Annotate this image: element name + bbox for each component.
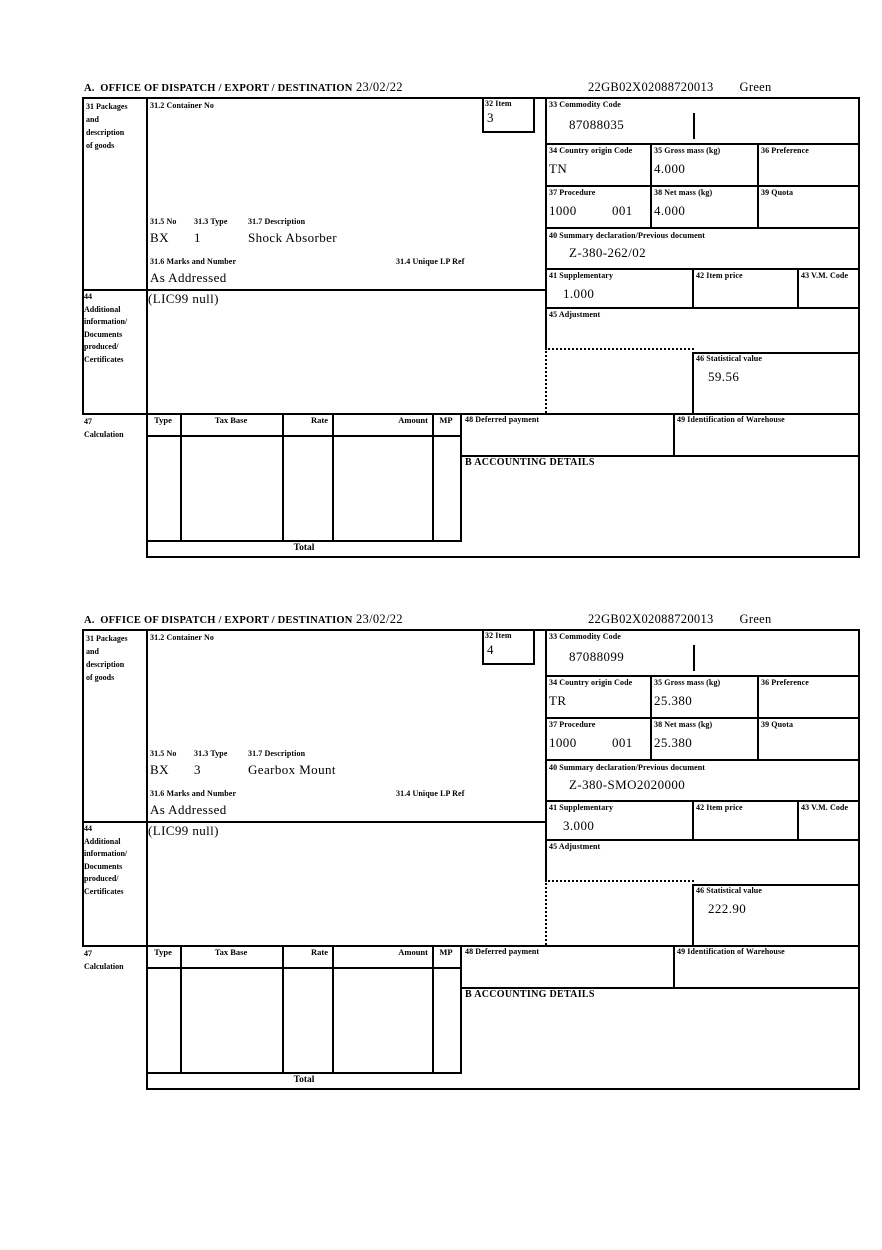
rule: [82, 629, 860, 631]
statistical-value: 59.56: [708, 369, 740, 384]
total-label: Total: [293, 1075, 315, 1085]
box-40-label: 40 Summary declaration/Previous document: [549, 763, 706, 772]
calc-header-rate: Rate: [311, 947, 328, 957]
rule: [146, 967, 462, 969]
package-type-value: 3: [194, 762, 201, 777]
rule: [82, 97, 84, 415]
supplementary-value: 1.000: [563, 286, 595, 301]
calc-header-amount: Amount: [398, 947, 428, 957]
previous-document-value: Z-380-SMO2020000: [569, 777, 686, 792]
rule: [650, 143, 652, 227]
calc-header-tax-base: Tax Base: [214, 947, 248, 957]
commodity-code-tick: [693, 645, 695, 671]
rule: [797, 800, 799, 841]
calc-header-tax-base: Tax Base: [214, 415, 248, 425]
commodity-code-value: 87088035: [569, 117, 625, 132]
previous-document-value: Z-380-262/02: [569, 245, 647, 260]
box-31-label: 31 Packages and description of goods: [86, 102, 128, 150]
rule: [545, 185, 860, 187]
rule: [545, 97, 547, 348]
box-48-label: 48 Deferred payment: [465, 415, 540, 424]
rule: [82, 97, 860, 99]
marks-value: As Addressed: [150, 802, 227, 817]
goods-description-value: Gearbox Mount: [248, 762, 336, 777]
box-47-label: 47 Calculation: [84, 949, 124, 971]
marks-value: As Addressed: [150, 270, 227, 285]
movement-reference: [588, 612, 772, 627]
routing-status: Green: [739, 612, 772, 626]
rule: [545, 227, 860, 229]
box-32-label: 32 Item: [485, 631, 512, 640]
box-38-label: 38 Net mass (kg): [654, 720, 713, 729]
rule: [432, 945, 434, 1074]
office-of-dispatch-heading: A. OFFICE OF DISPATCH / EXPORT / DESTINATION: [84, 83, 353, 94]
box-31-7-label: 31.7 Description: [248, 217, 306, 226]
declaration-date: 23/02/22: [356, 80, 403, 94]
rule: [545, 800, 860, 802]
dotted-rule: [545, 880, 547, 945]
box-46-label: 46 Statistical value: [696, 354, 762, 363]
rule: [146, 435, 462, 437]
rule: [545, 675, 860, 677]
box-31-7-label: 31.7 Description: [248, 749, 306, 758]
dotted-rule: [545, 348, 547, 413]
rule: [545, 629, 547, 880]
box-41-label: 41 Supplementary: [549, 271, 614, 280]
movement-reference: [588, 80, 772, 95]
box-34-label: 34 Country origin Code: [549, 678, 633, 687]
rule: [460, 413, 462, 542]
rule: [858, 97, 860, 558]
rule: [146, 540, 462, 542]
rule: [282, 413, 284, 542]
net-mass-value: 4.000: [654, 203, 686, 218]
rule: [650, 675, 652, 759]
dotted-rule: [545, 348, 694, 350]
box-35-label: 35 Gross mass (kg): [654, 678, 721, 687]
box-31-3-label: 31.3 Type: [194, 749, 228, 758]
net-mass-value: 25.380: [654, 735, 693, 750]
package-type-value: 1: [194, 230, 201, 245]
rule: [673, 413, 675, 457]
box-44-label: 44 Additional information/ Documents produced/ Certificates: [84, 292, 128, 364]
box-31-3-label: 31.3 Type: [194, 217, 228, 226]
rule: [545, 759, 860, 761]
box-33-label: 33 Commodity Code: [549, 632, 621, 641]
rule: [432, 413, 434, 542]
rule: [146, 556, 860, 558]
box-31-4-label: 31.4 Unique LP Ref: [396, 789, 465, 798]
rule: [146, 1088, 860, 1090]
rule: [692, 800, 694, 841]
office-of-dispatch-heading: A. OFFICE OF DISPATCH / EXPORT / DESTINATION: [84, 615, 353, 626]
declaration-item-2: [82, 611, 861, 1092]
box-31-6-label: 31.6 Marks and Number: [150, 789, 237, 798]
calc-header-type: Type: [154, 947, 172, 957]
box-37-label: 37 Procedure: [549, 720, 596, 729]
box-33-label: 33 Commodity Code: [549, 100, 621, 109]
declaration-item-1: [82, 79, 861, 560]
additional-info-value: (LIC99 null): [148, 291, 219, 306]
form-grid: [82, 97, 860, 558]
statistical-value: 222.90: [708, 901, 747, 916]
total-label: Total: [293, 543, 315, 553]
box-31-5-label: 31.5 No: [150, 749, 177, 758]
rule: [692, 268, 694, 309]
rule: [545, 717, 860, 719]
dotted-rule: [545, 880, 694, 882]
rule: [545, 839, 860, 841]
procedure-value: 1000: [549, 735, 577, 750]
accounting-details-heading: B ACCOUNTING DETAILS: [465, 989, 595, 1000]
commodity-code-value: 87088099: [569, 649, 625, 664]
origin-code-value: TN: [549, 161, 568, 176]
box-47-label: 47 Calculation: [84, 417, 124, 439]
rule: [858, 629, 860, 1090]
box-31-label: 31 Packages and description of goods: [86, 634, 128, 682]
procedure-ext-value: 001: [612, 203, 633, 218]
rule: [146, 629, 148, 1090]
box-31-5-label: 31.5 No: [150, 217, 177, 226]
origin-code-value: TR: [549, 693, 567, 708]
box-31-6-label: 31.6 Marks and Number: [150, 257, 237, 266]
box-36-label: 36 Preference: [761, 146, 809, 155]
box-34-label: 34 Country origin Code: [549, 146, 633, 155]
rule: [545, 307, 860, 309]
gross-mass-value: 4.000: [654, 161, 686, 176]
package-count-value: BX: [150, 230, 169, 245]
accounting-details-heading: B ACCOUNTING DETAILS: [465, 457, 595, 468]
calc-header-mp: MP: [439, 947, 453, 957]
box-48-label: 48 Deferred payment: [465, 947, 540, 956]
rule: [146, 97, 148, 558]
rule: [757, 675, 759, 759]
box-39-label: 39 Quota: [761, 720, 794, 729]
box-41-label: 41 Supplementary: [549, 803, 614, 812]
procedure-value: 1000: [549, 203, 577, 218]
package-count-value: BX: [150, 762, 169, 777]
box-39-label: 39 Quota: [761, 188, 794, 197]
rule: [757, 143, 759, 227]
goods-description-value: Shock Absorber: [248, 230, 338, 245]
movement-reference-number: 22GB02X02088720013: [588, 612, 714, 626]
rule: [146, 1072, 462, 1074]
rule: [460, 945, 462, 1074]
routing-status: Green: [739, 80, 772, 94]
calc-header-type: Type: [154, 415, 172, 425]
gross-mass-value: 25.380: [654, 693, 693, 708]
box-43-label: 43 V.M. Code: [801, 271, 849, 280]
calc-header-mp: MP: [439, 415, 453, 425]
supplementary-value: 3.000: [563, 818, 595, 833]
rule: [180, 945, 182, 1074]
box-45-label: 45 Adjustment: [549, 310, 601, 319]
box-40-label: 40 Summary declaration/Previous document: [549, 231, 706, 240]
calc-header-amount: Amount: [398, 415, 428, 425]
box-31-2-label: 31.2 Container No: [150, 633, 214, 642]
form-grid: [82, 629, 860, 1090]
declaration-date: 23/02/22: [356, 612, 403, 626]
rule: [545, 268, 860, 270]
box-42-label: 42 Item price: [696, 803, 743, 812]
box-49-label: 49 Identification of Warehouse: [677, 947, 785, 956]
box-32-label: 32 Item: [485, 99, 512, 108]
rule: [797, 268, 799, 309]
calc-header-rate: Rate: [311, 415, 328, 425]
rule: [673, 945, 675, 989]
rule: [282, 945, 284, 1074]
box-45-label: 45 Adjustment: [549, 842, 601, 851]
box-49-label: 49 Identification of Warehouse: [677, 415, 785, 424]
rule: [332, 413, 334, 542]
box-31-2-label: 31.2 Container No: [150, 101, 214, 110]
rule: [332, 945, 334, 1074]
box-36-label: 36 Preference: [761, 678, 809, 687]
commodity-code-tick: [693, 113, 695, 139]
rule: [82, 629, 84, 947]
procedure-ext-value: 001: [612, 735, 633, 750]
item-number-value: 3: [487, 110, 494, 125]
box-42-label: 42 Item price: [696, 271, 743, 280]
rule: [545, 143, 860, 145]
box-31-4-label: 31.4 Unique LP Ref: [396, 257, 465, 266]
movement-reference-number: 22GB02X02088720013: [588, 80, 714, 94]
box-46-label: 46 Statistical value: [696, 886, 762, 895]
box-35-label: 35 Gross mass (kg): [654, 146, 721, 155]
additional-info-value: (LIC99 null): [148, 823, 219, 838]
item-number-value: 4: [487, 642, 494, 657]
rule: [180, 413, 182, 542]
box-43-label: 43 V.M. Code: [801, 803, 849, 812]
box-38-label: 38 Net mass (kg): [654, 188, 713, 197]
box-44-label: 44 Additional information/ Documents produced/ Certificates: [84, 824, 128, 896]
box-37-label: 37 Procedure: [549, 188, 596, 197]
